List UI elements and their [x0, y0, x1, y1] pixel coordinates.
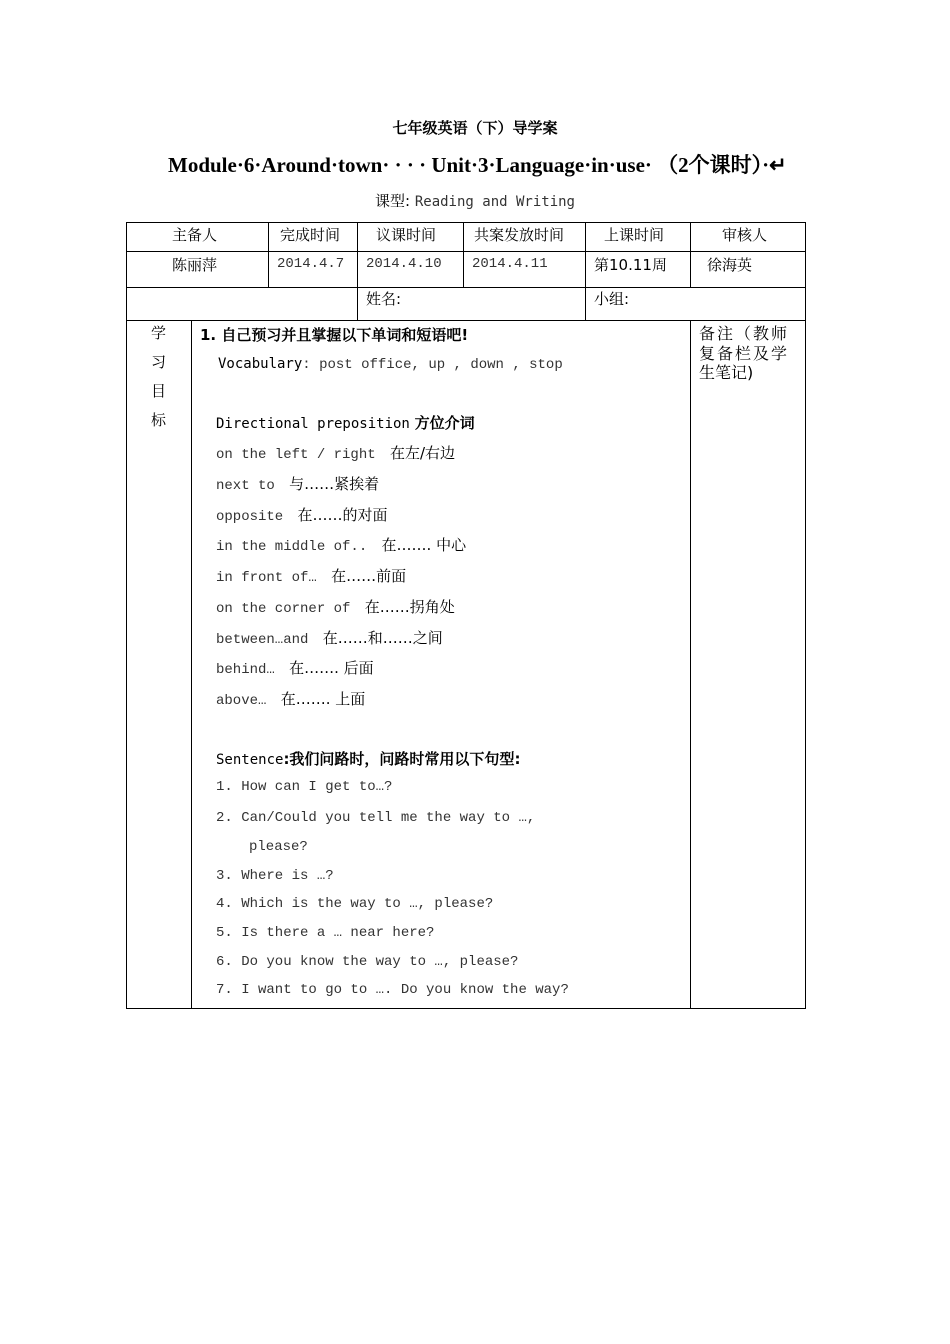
- lesson-type: [0, 190, 950, 211]
- sentence-item: 6. Do you know the way to …, please?: [216, 954, 519, 970]
- phrase-en: behind…: [216, 662, 275, 678]
- header-cell: 审核人: [722, 226, 768, 244]
- group-label: 小组:: [594, 290, 630, 308]
- document-subtitle: Module·6·Around·town· · · · Unit·3·Language·in·use· （2个课时）·↵: [168, 153, 787, 177]
- sentence-item: 2. Can/Could you tell me the way to …,: [216, 810, 536, 826]
- value-cell: 2014.4.7: [277, 256, 345, 272]
- sentence-item: 1. How can I get to…?: [216, 779, 393, 795]
- phrase-en: on the corner of: [216, 601, 351, 617]
- phrase-en: on the left / right: [216, 447, 376, 463]
- notes-label: 备注（教师: [699, 324, 790, 343]
- sentence-item: 5. Is there a … near here?: [216, 925, 435, 941]
- name-label: 姓名:: [366, 290, 402, 308]
- notes-label: 复备栏及学: [699, 344, 790, 363]
- phrase-zh: 在……拐角处: [364, 598, 455, 616]
- phrase-item: [216, 565, 406, 586]
- phrase-en: in the middle of..: [216, 539, 368, 555]
- phrase-en: opposite: [216, 509, 284, 525]
- phrase-zh: 在……的对面: [297, 506, 388, 524]
- preposition-label: Directional preposition: [216, 416, 410, 432]
- value-cell: 2014.4.10: [366, 256, 442, 272]
- sentence-item: please?: [249, 839, 308, 855]
- phrase-item: [216, 473, 379, 494]
- value-cell: 第10.11周: [594, 256, 667, 274]
- phrase-en: in front of…: [216, 570, 317, 586]
- phrase-en: next to: [216, 478, 275, 494]
- section-heading: 1. 自己预习并且掌握以下单词和短语吧!: [200, 326, 469, 344]
- document-title: 七年级英语（下）导学案: [392, 119, 558, 137]
- vocabulary-value: : post office, up , down , stop: [302, 357, 563, 373]
- sentence-item: 3. Where is …?: [216, 868, 334, 884]
- lesson-type-value: Reading and Writing: [414, 194, 575, 210]
- phrase-item: [216, 627, 443, 648]
- side-label-char: 习: [151, 353, 167, 371]
- phrase-zh: 在……. 后面: [289, 659, 374, 677]
- phrase-item: [216, 596, 455, 617]
- phrase-zh: 在左/右边: [389, 444, 456, 462]
- header-cell: 议课时间: [376, 226, 437, 244]
- header-cell: 共案发放时间: [474, 226, 565, 244]
- sentence-label-zh: :我们问路时，问路时常用以下句型:: [283, 750, 521, 768]
- header-cell: 主备人: [172, 226, 218, 244]
- preposition-heading: [216, 412, 475, 433]
- phrase-item: [216, 534, 466, 555]
- side-label-char: 目: [151, 382, 167, 400]
- notes-label: 生笔记): [699, 363, 754, 382]
- header-cell: 完成时间: [280, 226, 341, 244]
- phrase-zh: 与……紧挨着: [289, 475, 380, 493]
- phrase-item: [216, 688, 365, 709]
- header-cell: 上课时间: [604, 226, 665, 244]
- value-cell: 徐海英: [707, 256, 753, 274]
- phrase-en: above…: [216, 693, 267, 709]
- sentence-heading: [216, 748, 520, 769]
- side-label-char: 标: [151, 411, 167, 429]
- vocabulary-line: [218, 354, 563, 373]
- preposition-label-zh: 方位介词: [414, 414, 475, 432]
- sentence-label: Sentence: [216, 752, 284, 768]
- value-cell: 陈丽萍: [172, 256, 218, 274]
- side-label-char: 学: [151, 324, 167, 342]
- lesson-type-label: 课型:: [375, 192, 411, 210]
- phrase-zh: 在……. 上面: [280, 690, 366, 708]
- phrase-item: [216, 504, 388, 525]
- phrase-zh: 在……. 中心: [381, 536, 467, 554]
- phrase-zh: 在……前面: [331, 567, 407, 585]
- phrase-item: [216, 442, 455, 463]
- phrase-en: between…and: [216, 632, 309, 648]
- phrase-zh: 在……和……之间: [322, 629, 443, 647]
- phrase-item: [216, 657, 374, 678]
- sentence-item: 4. Which is the way to …, please?: [216, 896, 494, 912]
- vocabulary-label: Vocabulary: [218, 356, 303, 372]
- sentence-item: 7. I want to go to …. Do you know the way?: [216, 982, 569, 998]
- value-cell: 2014.4.11: [472, 256, 548, 272]
